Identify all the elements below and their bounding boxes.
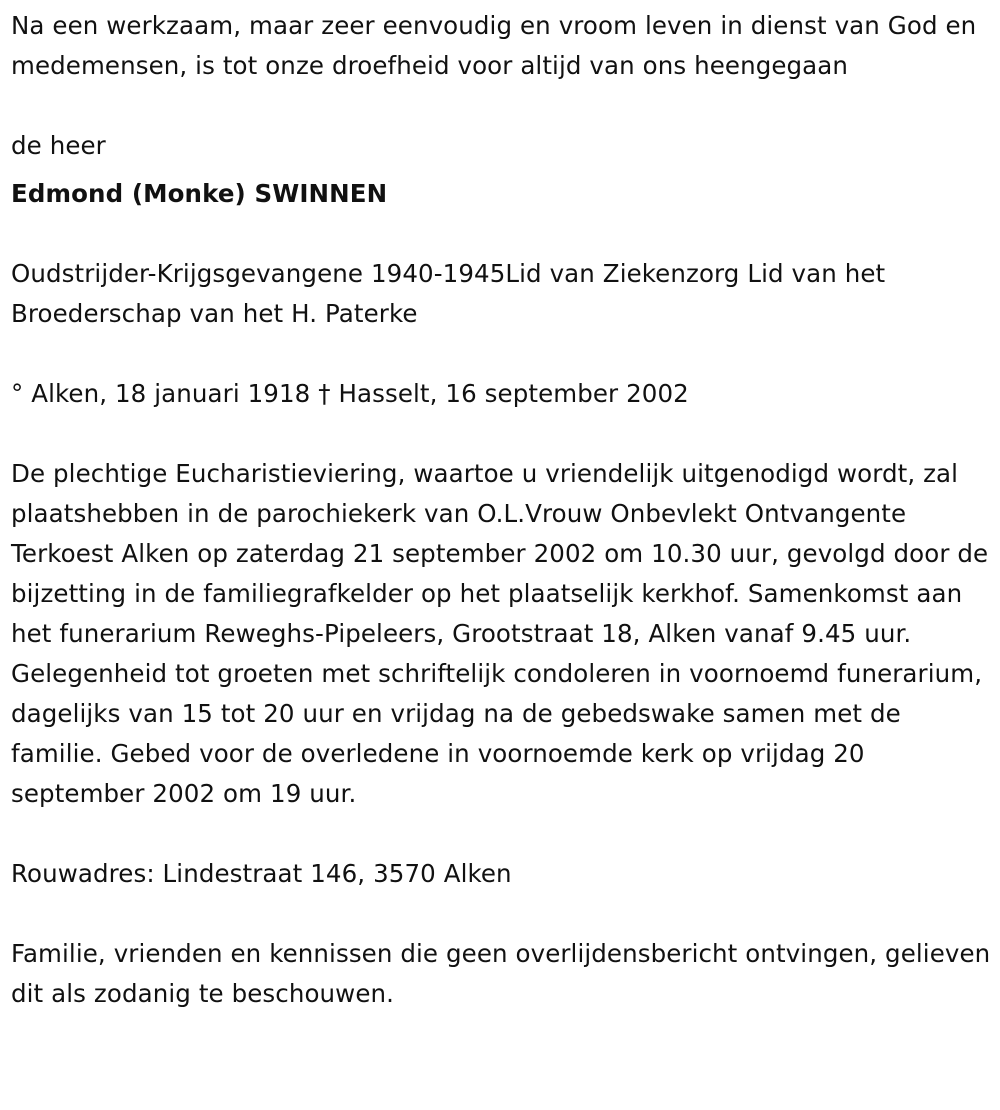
deceased-name: Edmond (Monke) SWINNEN bbox=[11, 179, 388, 208]
spacer bbox=[11, 334, 1000, 374]
spacer bbox=[11, 414, 1000, 454]
ceremony-text: De plechtige Eucharistieviering, waartoe u vriendelijk uitgenodigd wordt, zal plaatshebben in de parochiekerk van O.L.Vrouw Onbevlekt Ontvangente Terkoest Alken op zaterdag 21 september 2002 om 10.30 uur, gevolgd door de bijzetting in de familiegrafkelder op het plaatselijk kerkhof. Samenkomst aan het funerarium Reweghs-Pipeleers, Grootstraat 18, Alken vanaf 9.45 uur. Gelegenheid tot groeten met schriftelijk condoleren in voornoemd funerarium, dagelijks van 15 tot 20 uur en vrijdag na de gebedswake samen met de familie. Gebed voor de overledene in voornoemde kerk op vrijdag 20 september 2002 om 19 uur. bbox=[11, 459, 989, 808]
spacer bbox=[11, 814, 1000, 854]
mourning-address: Rouwadres: Lindestraat 146, 3570 Alken bbox=[11, 859, 512, 888]
spacer bbox=[11, 86, 1000, 126]
birth-death-line: ° Alken, 18 januari 1918 † Hasselt, 16 september 2002 bbox=[11, 379, 689, 408]
salutation: de heer bbox=[11, 131, 106, 160]
spacer bbox=[11, 166, 1000, 174]
titles-text: Oudstrijder-Krijgsgevangene 1940-1945Lid van Ziekenzorg Lid van het Broederschap van het H. Paterke bbox=[11, 259, 886, 328]
intro-text: Na een werkzaam, maar zeer eenvoudig en vroom leven in dienst van God en medemensen, is tot onze droefheid voor altijd van ons heengegaan bbox=[11, 11, 977, 80]
spacer bbox=[11, 894, 1000, 934]
closing-text: Familie, vrienden en kennissen die geen overlijdensbericht ontvingen, gelieven dit als zodanig te beschouwen. bbox=[11, 939, 991, 1008]
spacer bbox=[11, 214, 1000, 254]
